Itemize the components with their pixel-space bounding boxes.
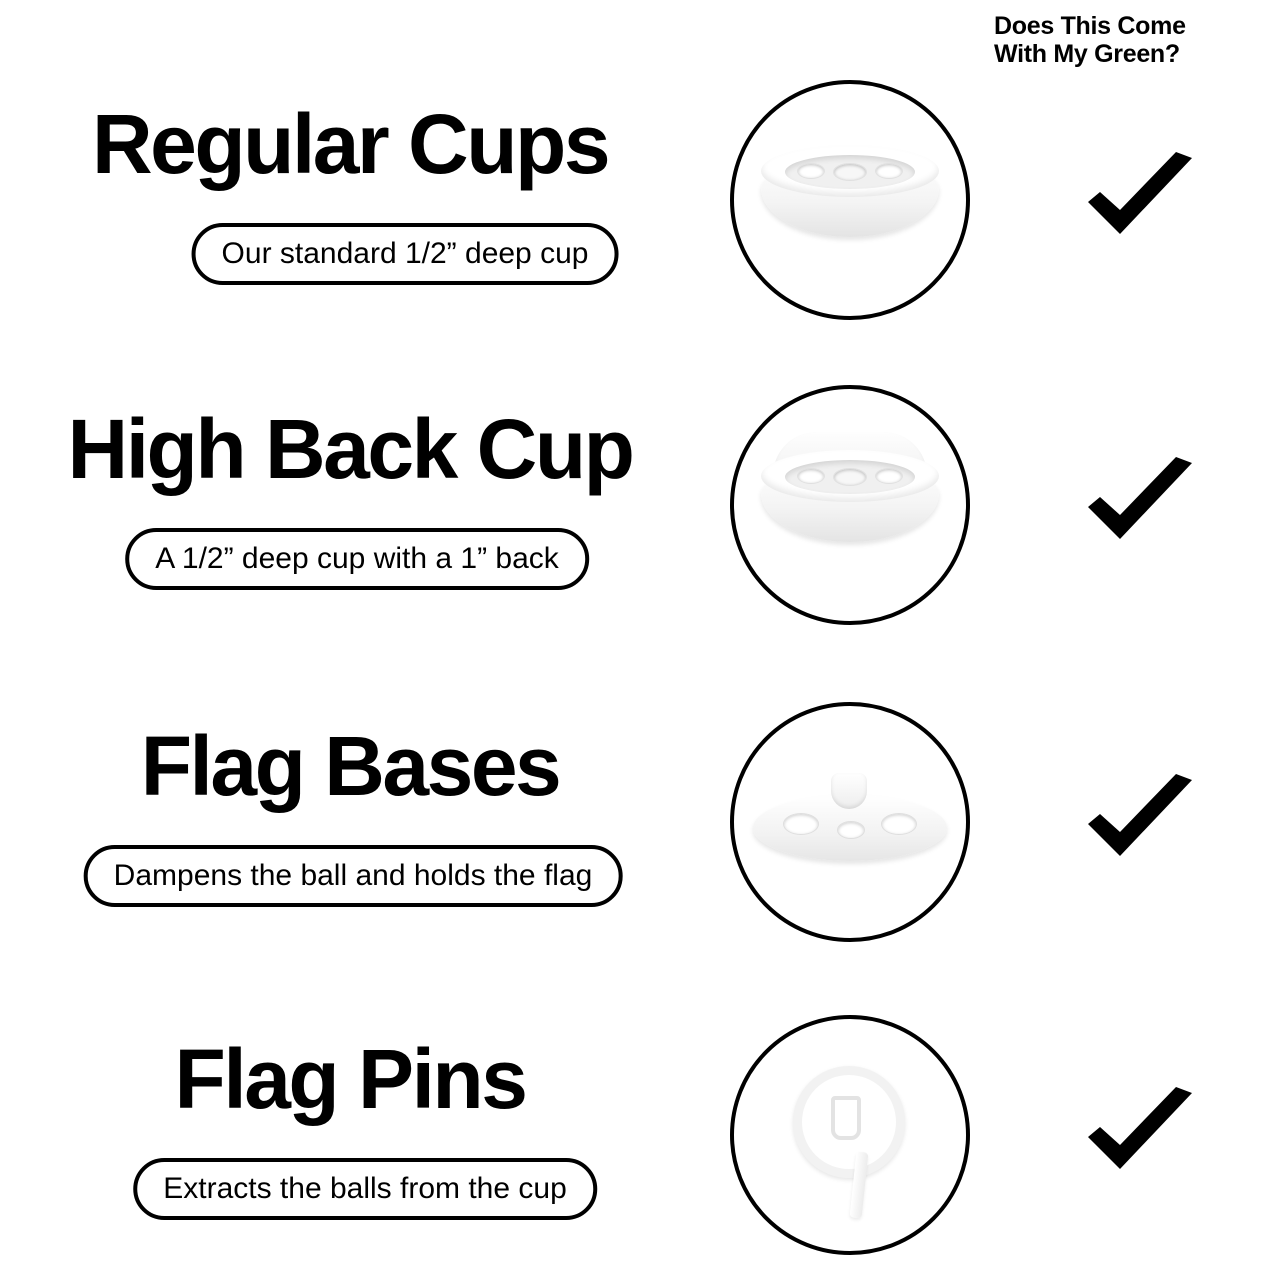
feature-check-column xyxy=(1000,995,1280,1275)
cup-drain-hole-left xyxy=(797,468,825,484)
flag-pin-logo-shape xyxy=(831,1096,861,1140)
cup-drain-hole-left xyxy=(797,163,825,179)
cup-drain-hole-center xyxy=(833,468,867,486)
feature-text-column xyxy=(0,682,700,962)
feature-row-flag-bases xyxy=(0,682,1280,962)
feature-description-pill: Our standard 1/2” deep cup xyxy=(192,223,619,285)
flag-base-hub-shape xyxy=(831,773,867,809)
feature-row-regular-cups xyxy=(0,60,1280,340)
checkmark-icon xyxy=(1080,445,1200,565)
feature-title: Regular Cups xyxy=(91,97,609,191)
high-back-cup-photo xyxy=(730,385,970,625)
regular-cup-art xyxy=(745,125,955,275)
feature-image-column xyxy=(700,365,1000,645)
feature-text-column xyxy=(0,365,700,645)
feature-image-column xyxy=(700,682,1000,962)
feature-row-high-back-cup xyxy=(0,365,1280,645)
feature-check-column xyxy=(1000,365,1280,645)
checkmark-icon xyxy=(1080,1075,1200,1195)
feature-check-column xyxy=(1000,682,1280,962)
cup-drain-hole-right xyxy=(875,163,903,179)
feature-check-column xyxy=(1000,60,1280,340)
header-question-line-2: With My Green? xyxy=(994,40,1180,68)
feature-text-column xyxy=(0,995,700,1275)
feature-text-column xyxy=(0,60,700,340)
flag-base-hole-left xyxy=(783,813,819,835)
flag-base-photo xyxy=(730,702,970,942)
checkmark-icon xyxy=(1080,762,1200,882)
high-back-cup-art xyxy=(745,430,955,580)
feature-title: Flag Bases xyxy=(140,719,560,813)
cup-drain-hole-right xyxy=(875,468,903,484)
header-question-line-1: Does This Come xyxy=(994,12,1186,40)
cup-drain-hole-center xyxy=(833,163,867,181)
feature-image-column xyxy=(700,995,1000,1275)
feature-image-column xyxy=(700,60,1000,340)
feature-row-flag-pins xyxy=(0,995,1280,1275)
feature-description-pill: Dampens the ball and holds the flag xyxy=(84,845,623,907)
flag-base-hole-right xyxy=(881,813,917,835)
flag-pin-art xyxy=(745,1060,955,1210)
flag-pin-photo xyxy=(730,1015,970,1255)
feature-title: High Back Cup xyxy=(67,402,633,496)
regular-cup-photo xyxy=(730,80,970,320)
feature-description-pill: A 1/2” deep cup with a 1” back xyxy=(125,528,589,590)
feature-description-pill: Extracts the balls from the cup xyxy=(133,1158,597,1220)
flag-base-art xyxy=(745,747,955,897)
feature-title: Flag Pins xyxy=(174,1032,526,1126)
flag-base-hole-center xyxy=(837,821,865,839)
checkmark-icon xyxy=(1080,140,1200,260)
